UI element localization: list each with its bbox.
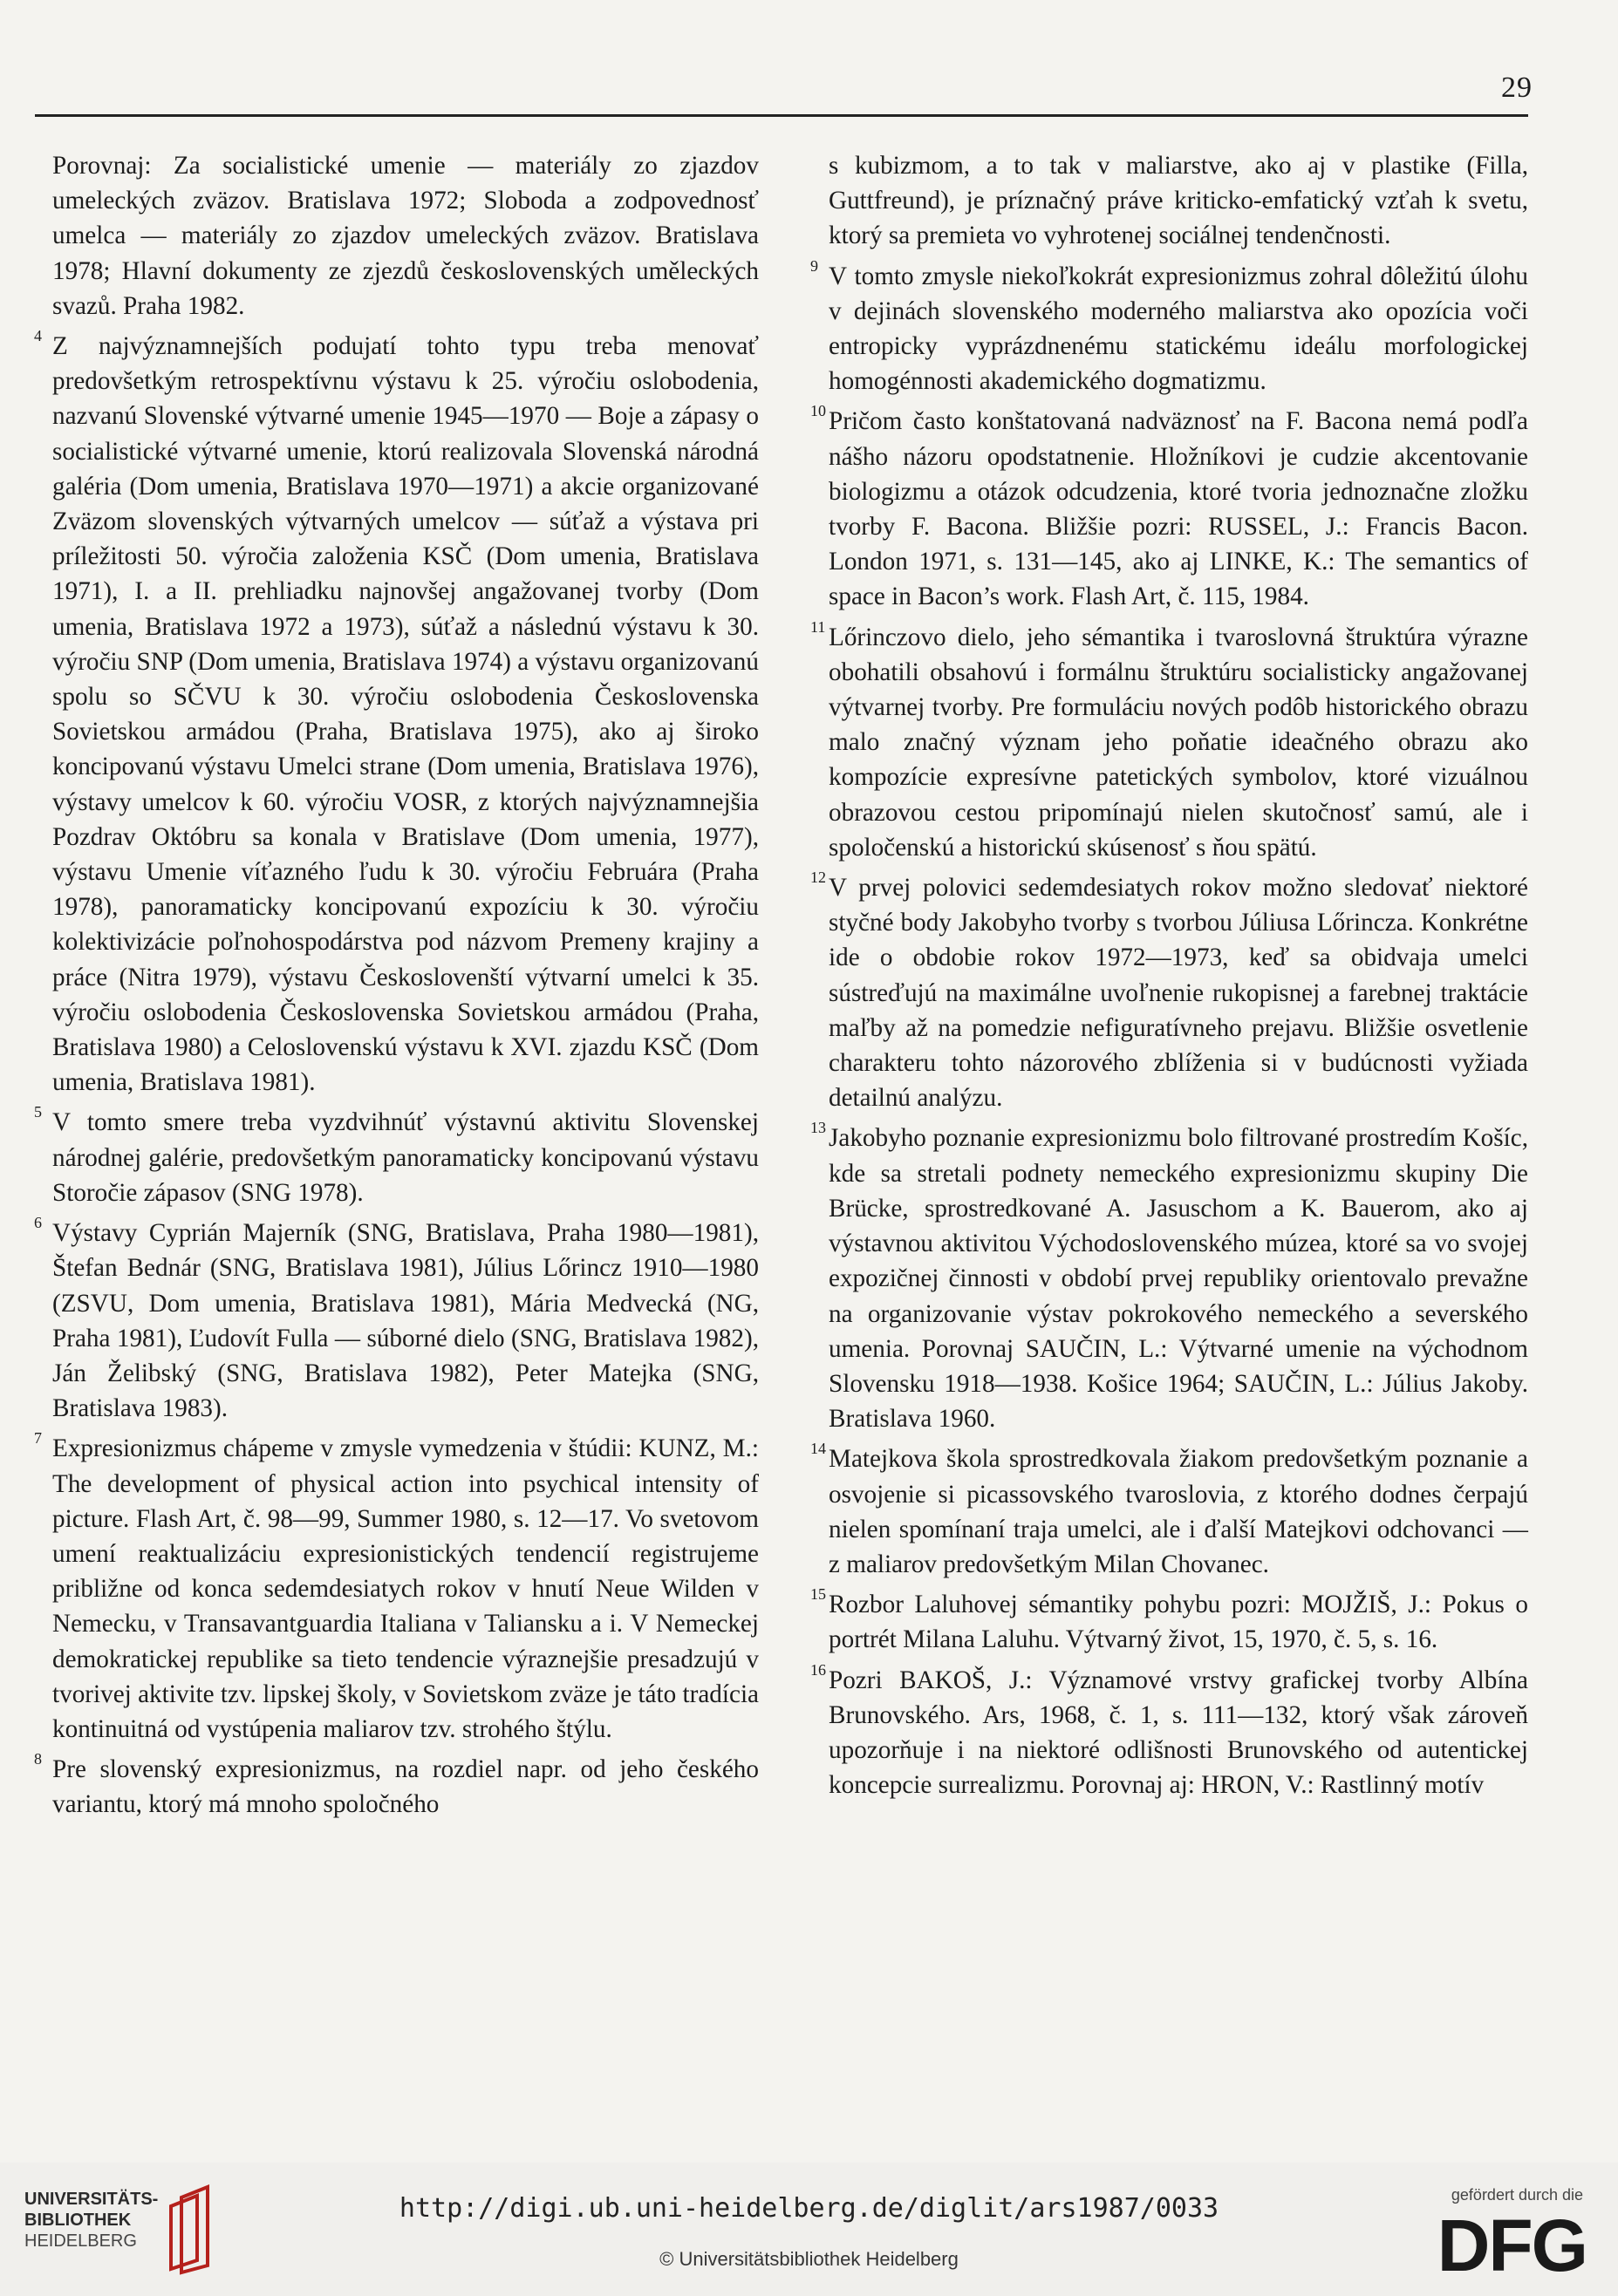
footnote-text: Jakobyho poznanie expresionizmu bolo filtrované prostredím Košíc, kde sa stretali podnety nemeckého expresionizmu skupiny Die Brücke, sprostredkované A. Jasuschom a K. Bauerom, ako aj výstavnou aktivitou Východoslovenského múzea, ktoré sa vo svojej expozičnej činnosti v období prvej republiky orientovalo prevažne na organizovanie výstav pokrokového nemeckého a severského umenia. Porovnaj SAUČIN, L.: Výtvarné umenie na východnom Slovensku 1918—1938. Košice 1964; SAUČIN, L.: Július Jakoby. Bratislava 1960. <box>829 1124 1528 1434</box>
notes-column-left <box>34 148 760 1828</box>
footnote-number: 15 <box>810 1585 826 1604</box>
footnote-text: Matejkova škola sprostredkovala žiakom predovšetkým poznanie a osvojenie si picassovského tvaroslovia, z ktorého dodnes čerpajú nielen spomínaní traja umelci, ale i ďalší Matejkovi odchovanci — z maliarov predovšetkým Milan Chovanec. <box>829 1445 1528 1578</box>
footnote-number: 4 <box>34 327 42 345</box>
footnote-number: 6 <box>34 1214 42 1232</box>
page-number: 29 <box>1501 72 1533 104</box>
notes-column-right <box>810 148 1528 1808</box>
library-logo-line: BIBLIOTHEK <box>24 2211 132 2230</box>
viewer-footer <box>0 2163 1618 2296</box>
footnote <box>810 256 1528 399</box>
header-rule <box>35 114 1528 117</box>
footnote-number: 16 <box>810 1660 826 1679</box>
footnote <box>34 1214 759 1426</box>
footnote-text: V prvej polovici sedemdesiatych rokov možno sledovať niektoré styčné body Jakobyho tvorby s tvorbou Júliusa Lőrincza. Konkrétne ide o obdobie rokov 1972—1973, keď sa obidvaja umelci sústreďujú na maximálne uvoľnenie rukopisnej a farebnej traktácie maľby až na pomedzie nefiguratívneho prejavu. Bližšie osvetlenie charakteru tohto názorového zblíženia si v budúcnosti vyžiada detailnú analýzu. <box>829 874 1528 1113</box>
footnote-text: Porovnaj: Za socialistické umenie — materiály zo zjazdov umeleckých zväzov. Bratislava 1972; Sloboda a zodpovednosť umelca — materiály zo zjazdov umeleckých zväzov. Bratislava 1978; Hlavní dokumenty ze zjezdů československých uměleckých svazů. Praha 1982. <box>52 152 759 320</box>
footnote <box>810 402 1528 614</box>
footnote-text: Expresionizmus chápeme v zmysle vymedzenia v štúdii: KUNZ, M.: The development of physical action into psychical intensity of picture. Flash Art, č. 98—99, Summer 1980, s. 12—17. Vo svetovom umení reaktualizáciu expresionistických tendencií registrujeme približne od konca sedemdesiatych rokov v hnutí Neue Wilden v Nemecku, v Transavantguardia Italiana v Taliansku a i. V Nemeckej demokratickej republike sa tieto tendencie výraznejšie presadzujú v tvorivej aktivite tzv. lipskej školy, v Sovietskom zväze je táto tradícia kontinuitná od vystúpenia maliarov tzv. strohého štýlu. <box>52 1434 760 1743</box>
footnote-number: 11 <box>810 617 826 636</box>
footnote-number: 5 <box>34 1103 42 1121</box>
footnote <box>829 148 1528 254</box>
footnote-number: 10 <box>810 402 826 420</box>
funding-label: gefördert durch die <box>1451 2186 1583 2204</box>
copyright-notice: © Universitätsbibliothek Heidelberg <box>659 2248 959 2270</box>
footnote-number: 14 <box>810 1440 826 1458</box>
footnote-text: Rozbor Laluhovej sémantiky pohybu pozri: MOJŽIŠ, J.: Pokus o portrét Milana Laluhu. Výtvarný život, 15, 1970, č. 5, s. 16. <box>829 1591 1528 1654</box>
footnote-number: 7 <box>34 1429 42 1448</box>
footnote <box>810 869 1528 1115</box>
footnote-text: Výstavy Cyprián Majerník (SNG, Bratislava, Praha 1980—1981), Štefan Bednár (SNG, Bratislava 1981), Július Lőrincz 1910—1980 (ZSVU, Dom umenia, Bratislava 1981), Mária Medvecká (NG, Praha 1981), Ľudovít Fulla — súborné dielo (SNG, Bratislava 1982), Ján Želibský (SNG, Bratislava 1982), Peter Matejka (SNG, Bratislava 1983). <box>52 1219 759 1423</box>
footnote <box>52 148 759 324</box>
footnote-text: Lőrinczovo dielo, jeho sémantika i tvaroslovná štruktúra výrazne obohatili obsahovú i formálnu štruktúru socialisticky angažovanej výtvarnej tvorby. Pre formuláciu nových podôb historického obrazu malo značný význam jeho poňatie ideačného obrazu ako kompozície expresívne patetických symbolov, ktoré vizuálnou obrazovou cestou pripomínajú nielen skutočnosť samú, ale i spoločenskú a historickú skúsenosť s ňou spätú. <box>829 623 1528 862</box>
footnote-text: Pričom často konštatovaná nadväznosť na F. Bacona nemá podľa nášho názoru opodstatnenie. Hložníkovi je cudzie akcentovanie biologizmu a otázok odcudzenia, ktoré tvoria jednoznačne zložku tvorby F. Bacona. Bližšie pozri: RUSSEL, J.: Francis Bacon. London 1971, s. 131—145, ako aj LINKE, K.: The semantics of space in Bacon’s work. Flash Art, č. 115, 1984. <box>829 407 1528 611</box>
dfg-logo[interactable]: DFG <box>1437 2204 1587 2286</box>
footnote <box>810 1660 1528 1803</box>
footnote-text: Pre slovenský expresionizmus, na rozdiel napr. od jeho českého variantu, ktorý má mnoho spoločného <box>52 1755 759 1819</box>
footnote-number: 13 <box>810 1119 826 1137</box>
footnote-text: Pozri BAKOŠ, J.: Významové vrstvy grafickej tvorby Albína Brunovského. Ars, 1968, č. 1, s. 111—132, ktorý však zároveň upozorňuje i na niektoré odlišnosti Brunovského od autentickej koncepcie surrealizmu. Porovnaj aj: HRON, V.: Rastlinný motív <box>829 1666 1528 1800</box>
footnote <box>810 1585 1528 1657</box>
footnote <box>34 1103 759 1210</box>
library-logo-line: UNIVERSITÄTS- <box>24 2190 159 2209</box>
footnote <box>34 1750 759 1822</box>
permalink-link[interactable]: http://digi.ub.uni-heidelberg.de/diglit/ars1987/0033 <box>399 2193 1219 2224</box>
footnote-text: Z najvýznamnejších podujatí tohto typu treba menovať predovšetkým retrospektívnu výstavu k 25. výročiu oslobodenia, nazvanú Slovenské výtvarné umenie 1945—1970 — Boje a zápasy o socialistické výtvarné umenie, ktorú realizovala Slovenská národná galéria (Dom umenia, Bratislava 1970—1971) a akcie organizované Zväzom slovenských výtvarných umelcov — súťaž a výstava pri príležitosti 50. výročia založenia KSČ (Dom umenia, Bratislava 1971), I. a II. prehliadku najnovšej angažovanej tvorby (Dom umenia, Bratislava 1972 a 1973), súťaž a následnú výstavu k 30. výročiu SNP (Dom umenia, Bratislava 1974) a výstavu organizovanú spolu so SČVU k 30. výročiu oslobodenia Československa Sovietskou armádou (Praha, Bratislava 1975), ako aj široko koncipovanú výstavu Umelci strane (Dom umenia, Bratislava 1976), výstavy umelcov k 60. výročiu VOSR, z ktorých najvýznamnejšia Pozdrav Októbru sa konala v Bratislave (Dom umenia, 1977), výstavu Umenie víťazného ľudu k 30. výročiu Februára (Praha 1978), panoramaticky koncipovanú expozíciu k 30. výročiu kolektivizácie poľnohospodárstva pod názvom Premeny krajiny a práce (Nitra 1979), výstavu Českoslovenští výtvarní umelci k 35. výročiu oslobodenia Československa Sovietskou armádou (Praha, Bratislava 1980) a Celoslovenskú výstavu k XVI. zjazdu KSČ (Dom umenia, Bratislava 1981). <box>52 332 759 1097</box>
footnote-text: s kubizmom, a to tak v maliarstve, ako aj v plastike (Filla, Guttfreund), je príznačný práve kriticko-emfatický vzťah k svetu, ktorý sa premieta vo vyhrotenej sociálnej tendenčnosti. <box>829 152 1528 250</box>
footnote <box>34 1429 760 1747</box>
footnote-number: 8 <box>34 1750 42 1768</box>
footnote <box>34 327 759 1100</box>
footnote <box>810 1119 1528 1436</box>
footnote-number: 9 <box>810 256 818 275</box>
footnote-text: V tomto smere treba vyzdvihnúť výstavnú aktivitu Slovenskej národnej galérie, predovšetkým panoramaticky koncipovanú výstavu Storočie zápasov (SNG 1978). <box>52 1108 759 1207</box>
footnote-number: 12 <box>810 869 826 887</box>
footnote <box>810 1440 1528 1582</box>
footnote-text: V tomto zmysle niekoľkokrát expresionizmus zohral dôležitú úlohu v dejinách slovenského moderného maliarstva ako opozícia voči entropicky vyprázdnenému statickému ideálu morfologickej homogénnosti akademického dogmatizmu. <box>829 262 1528 396</box>
library-logo-line: HEIDELBERG <box>24 2231 137 2251</box>
footnote <box>810 617 1528 865</box>
